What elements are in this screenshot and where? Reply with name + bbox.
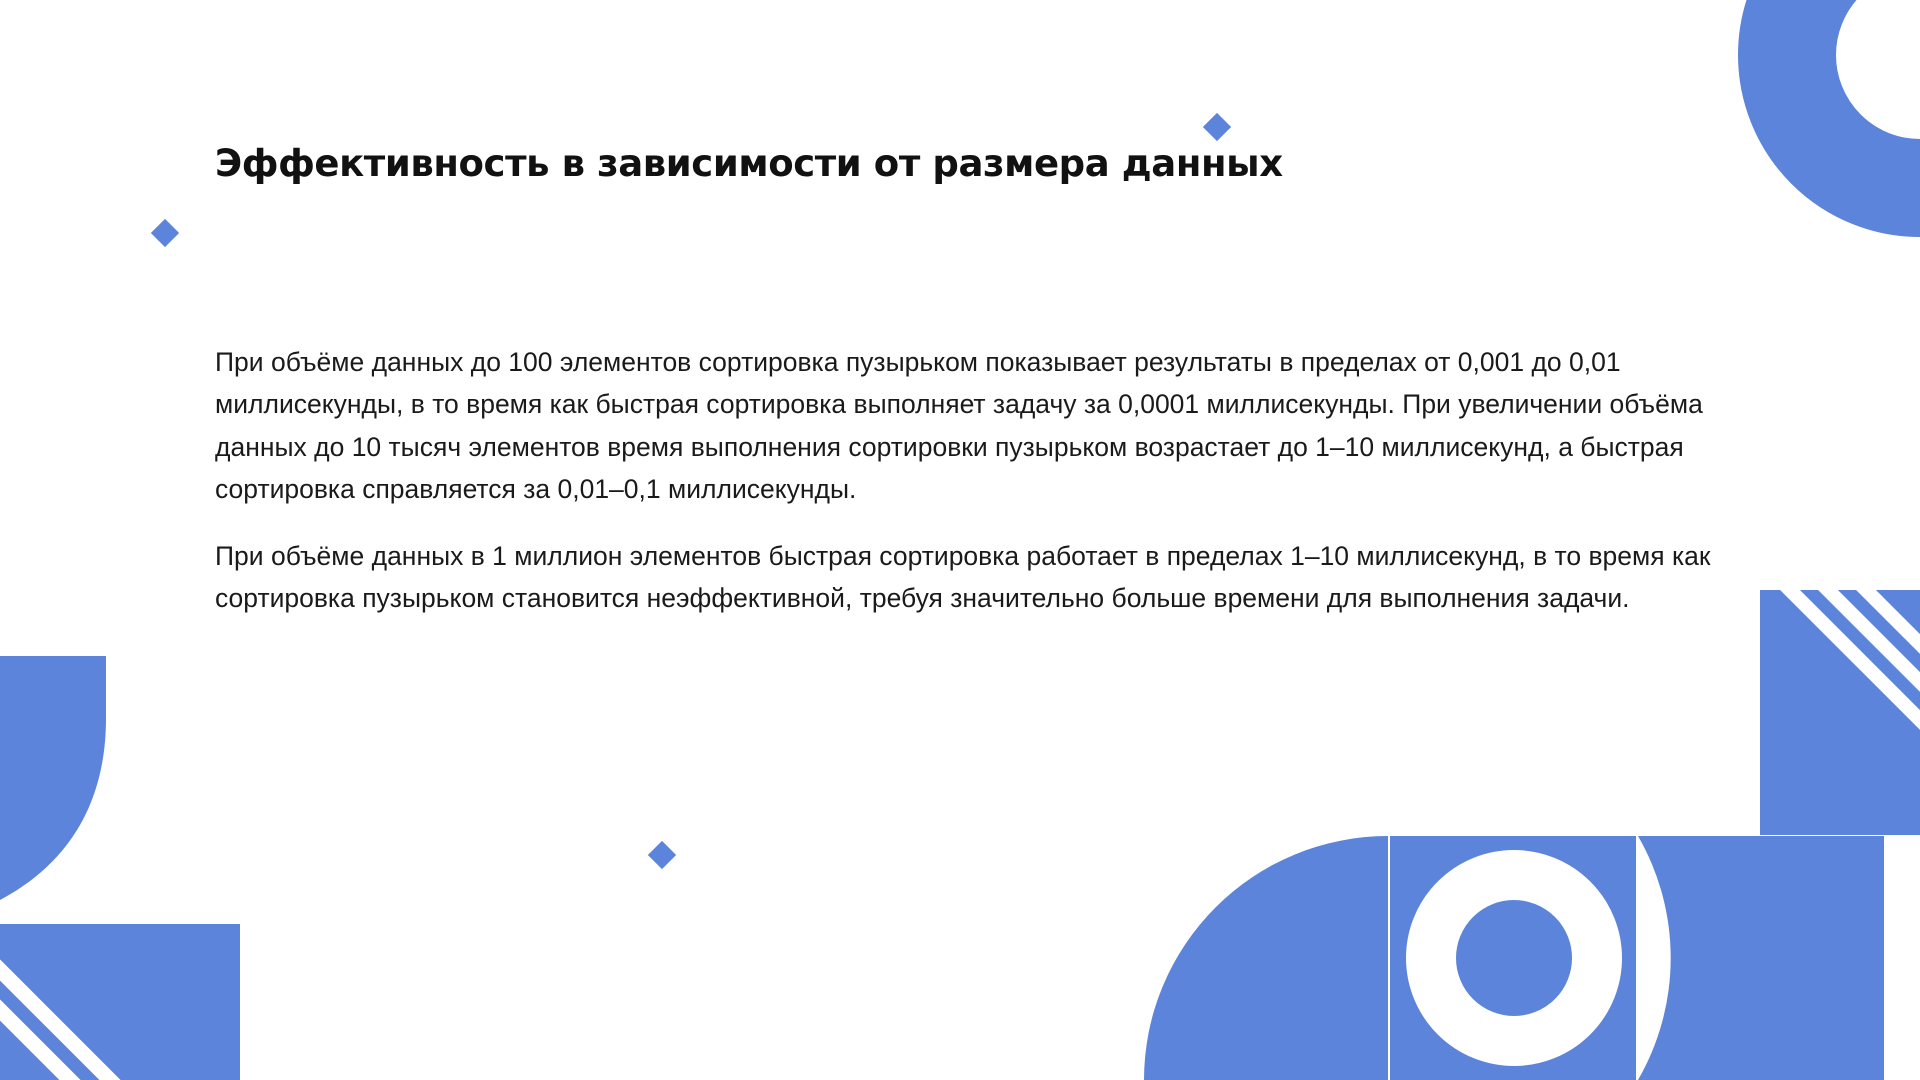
diamond-shape: [151, 219, 179, 247]
leaf-shape: [0, 656, 106, 900]
ring-block: [1390, 836, 1636, 1080]
quarter-circle-shape: [1144, 836, 1388, 1080]
stripes: [0, 940, 140, 1080]
striped-block: [1760, 590, 1920, 835]
striped-block: [0, 924, 240, 1080]
paragraph: При объёме данных в 1 миллион элементов быстрая сортировка работает в пределах 1–10 миллисекунд, в то время как сортировка пузырьком становится неэффективной, требуя значительно больше времени для выполнения задачи.: [215, 541, 1711, 614]
arch-shape: [1638, 836, 1884, 1080]
diamond-shape: [1203, 113, 1231, 141]
diamond-shape: [648, 841, 676, 869]
paragraph: При объёме данных до 100 элементов сортировка пузырьком показывает результаты в пределах от 0,001 до 0,01 миллисекунды, в то время как быстрая сортировка выполняет задачу за 0,0001 миллисекунды. При увеличении объёма данных до 10 тысяч элементов время выполнения сортировки пузырьком возрастает до 1–10 миллисекунд, а быстрая сортировка справляется за 0,01–0,1 миллисекунды.: [215, 347, 1703, 504]
ring-shape: [1787, 0, 1920, 188]
slide-title: Эффективность в зависимости от размера данных: [215, 142, 1283, 185]
ring-shape: [1431, 875, 1597, 1041]
slide-body: [215, 341, 1775, 645]
stripes: [1780, 580, 1920, 760]
